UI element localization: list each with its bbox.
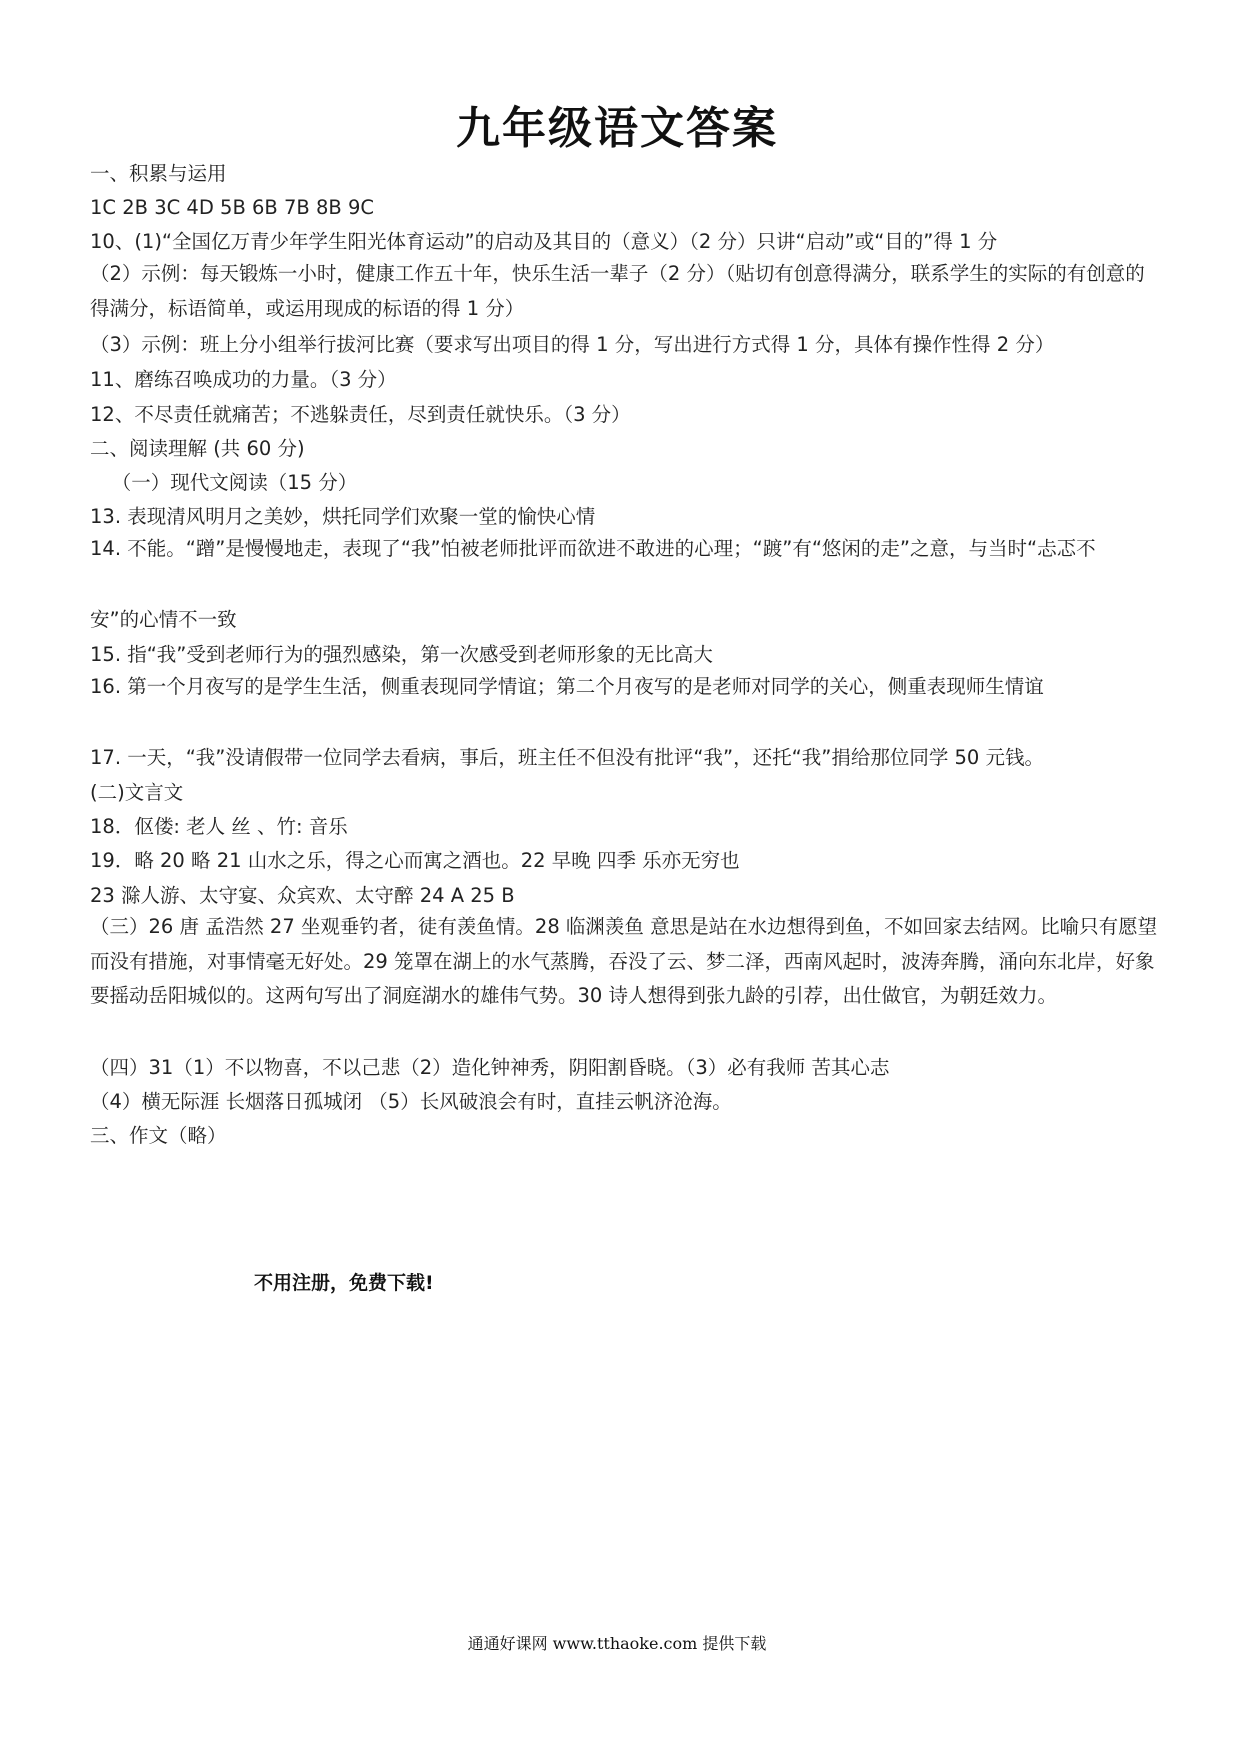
answer-line-14: 14. 不能。“蹭”是慢慢地走，表现了“我”怕被老师批评而欲进不敢进的心理；“踱”有“悠闲的走”之意，与当时“忐忑不 xyxy=(90,537,1096,560)
section-heading-accumulation: 一、积累与运用 xyxy=(90,162,227,185)
answer-line-13: 13. 表现清风明月之美妙，烘托同学们欢聚一堂的愉快心情 xyxy=(90,505,596,528)
subsection-heading-classical: (二)文言文 xyxy=(90,781,184,804)
subsection-heading-modern-text: （一）现代文阅读（15 分） xyxy=(102,471,358,494)
answer-line-17: 17. 一天，“我”没请假带一位同学去看病，事后，班主任不但没有批评“我”，还托“我”捐给那位同学 50 元钱。 xyxy=(90,746,1045,769)
promo-text: 不用注册，免费下载! xyxy=(254,1272,434,1294)
document-title: 九年级语文答案 xyxy=(456,103,778,154)
answer-line-23-25: 23 滁人游、太守宴、众宾欢、太守醉 24 A 25 B xyxy=(90,884,515,907)
answer-line-15: 15. 指“我”受到老师行为的强烈感染，第一次感受到老师形象的无比高大 xyxy=(90,643,713,666)
answer-line-11: 11、磨练召唤成功的力量。（3 分） xyxy=(90,368,397,391)
section-heading-reading: 二、阅读理解 (共 60 分) xyxy=(90,437,305,460)
answer-line-12: 12、不尽责任就痛苦；不逃躲责任，尽到责任就快乐。（3 分） xyxy=(90,403,631,426)
answer-paragraph-26-30: （三）26 唐 孟浩然 27 坐观垂钓者，徒有羡鱼情。28 临渊羡鱼 意思是站在水边想得到鱼，不如回家去结网。比喻只有愿望而没有措施，对事情毫无好处。29 笼罩在湖上的水气蒸腾，吞没了云、梦二泽，西南风起时，波涛奔腾，涌向东北岸，好象要摇动岳阳城似的。这两句写出了洞庭湖水的雄伟气势。30 诗人想得到张九龄的引荐，出仕做官，为朝廷效力。 xyxy=(90,915,1158,1007)
answer-line-mcq: 1C 2B 3C 4D 5B 6B 7B 8B 9C xyxy=(90,196,374,219)
page-footer: 通通好课网 www.tthaoke.com 提供下载 xyxy=(467,1634,767,1653)
answer-line-31-b: （4）横无际涯 长烟落日孤城闭 （5）长风破浪会有时，直挂云帆济沧海。 xyxy=(90,1090,732,1113)
answer-line-14-cont: 安”的心情不一致 xyxy=(90,608,237,631)
section-heading-composition: 三、作文（略） xyxy=(90,1124,227,1147)
answer-line-18: 18．伛偻: 老人 丝 、竹: 音乐 xyxy=(90,815,348,838)
answer-line-16: 16. 第一个月夜写的是学生生活，侧重表现同学情谊；第二个月夜写的是老师对同学的关心，侧重表现师生情谊 xyxy=(90,675,1044,698)
answer-line-19-22: 19．略 20 略 21 山水之乐，得之心而寓之酒也。22 早晚 四季 乐亦无穷也 xyxy=(90,849,740,872)
answer-line-10-3: （3）示例：班上分小组举行拔河比赛（要求写出项目的得 1 分，写出进行方式得 1 分，具体有操作性得 2 分） xyxy=(90,333,1055,356)
answer-line-31-a: （四）31（1）不以物喜，不以己悲（2）造化钟神秀，阴阳割昏晓。（3）必有我师 苦其心志 xyxy=(90,1056,890,1079)
answer-line-10-1: 10、(1)“全国亿万青少年学生阳光体育运动”的启动及其目的（意义）（2 分）只讲“启动”或“目的”得 1 分 xyxy=(90,230,998,253)
answer-line-10-2: （2）示例：每天锻炼一小时，健康工作五十年，快乐生活一辈子（2 分）（贴切有创意得满分，联系学生的实际的有创意的得满分，标语简单，或运用现成的标语的得 1 分） xyxy=(90,262,1145,320)
